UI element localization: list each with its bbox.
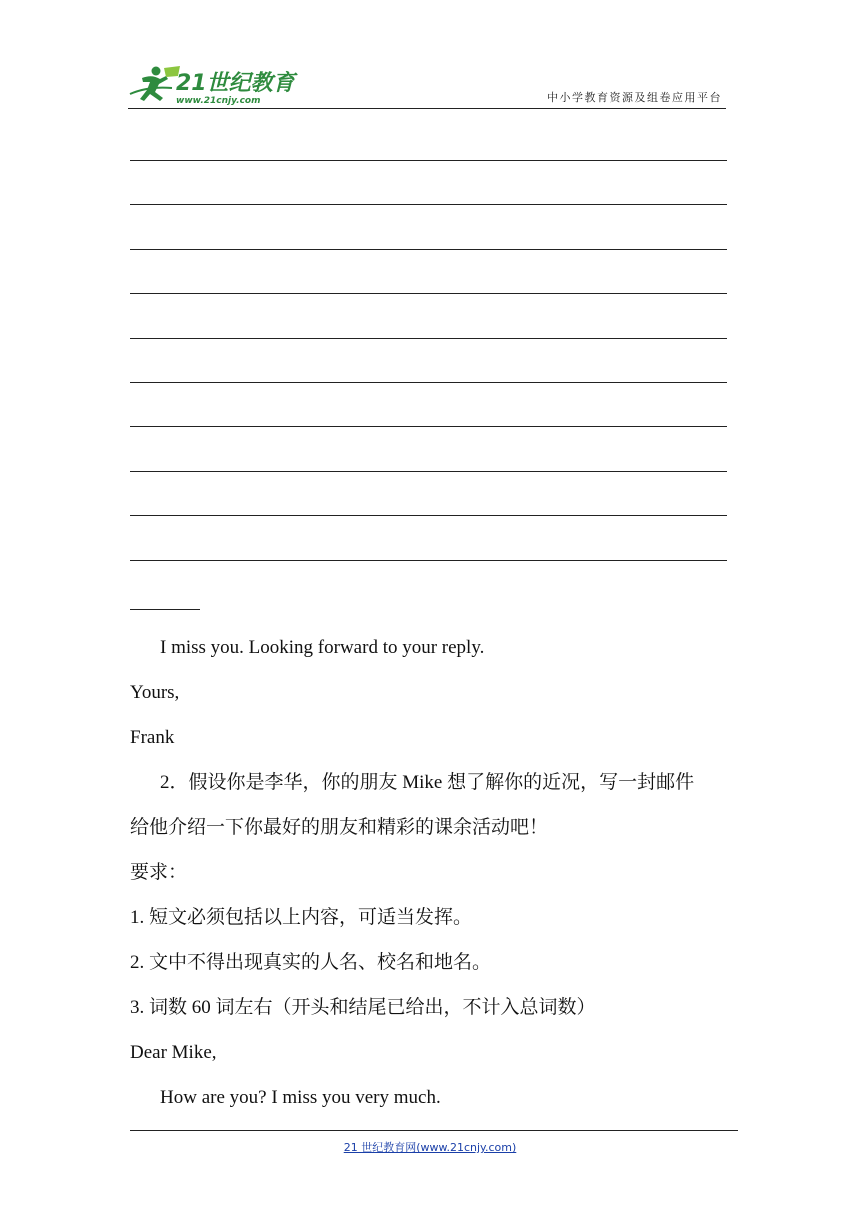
requirement-2: 2. 文中不得出现真实的人名、校名和地名。 [130, 952, 492, 973]
answer-line [130, 426, 727, 427]
header-platform-text: 中小学教育资源及组卷应用平台 [547, 91, 722, 104]
question-2-line-1: 2．假设你是李华，你的朋友 Mike 想了解你的近况，写一封邮件 [160, 772, 695, 793]
page-header [128, 60, 726, 109]
logo-text: 21世纪教育 [176, 71, 295, 96]
answer-line [130, 293, 727, 294]
footer-divider [130, 1130, 738, 1131]
page-footer [0, 1139, 860, 1155]
answer-line [130, 560, 727, 561]
requirement-3: 3. 词数 60 词左右（开头和结尾已给出，不计入总词数） [130, 997, 596, 1018]
requirement-1: 1. 短文必须包括以上内容，可适当发挥。 [130, 907, 473, 928]
letter-greeting: Dear Mike, [130, 1042, 217, 1063]
logo-url: www.21cnjy.com [176, 96, 261, 106]
answer-line [130, 515, 727, 516]
answer-line [130, 204, 727, 205]
answer-line [130, 338, 727, 339]
closing-line: I miss you. Looking forward to your reply. [160, 637, 485, 658]
site-logo [128, 64, 298, 106]
runner-logo-icon [128, 64, 298, 106]
answer-line-short [130, 609, 200, 610]
answer-line [130, 249, 727, 250]
answer-line [130, 382, 727, 383]
question-2-line-2: 给他介绍一下你最好的朋友和精彩的课余活动吧！ [130, 817, 549, 838]
answer-line [130, 160, 727, 161]
answer-line [130, 471, 727, 472]
letter-opening: How are you? I miss you very much. [160, 1087, 441, 1108]
signoff-yours: Yours, [130, 682, 180, 703]
requirements-title: 要求： [130, 862, 188, 883]
signoff-name: Frank [130, 727, 175, 748]
footer-link[interactable]: 21 世纪教育网(www.21cnjy.com) [343, 1141, 517, 1154]
